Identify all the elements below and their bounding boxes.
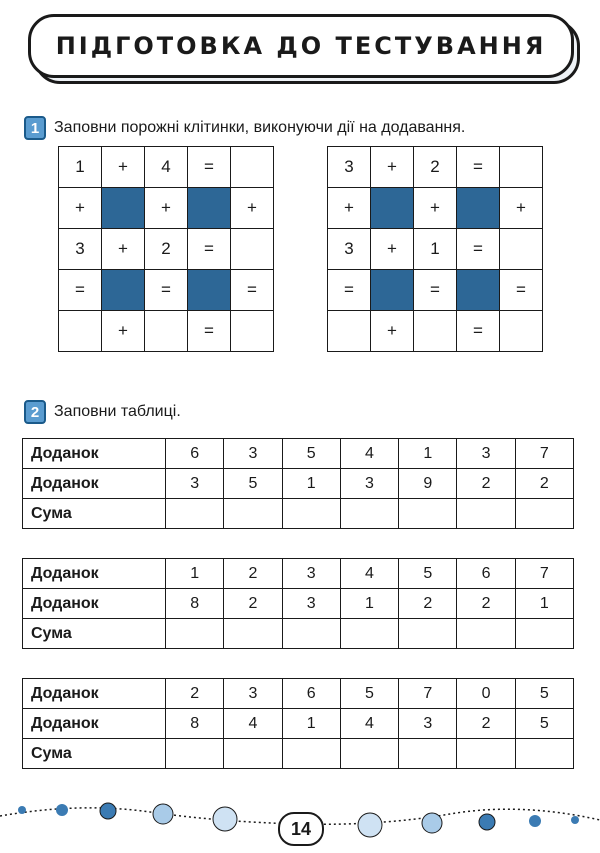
- sum-answer-cell[interactable]: [224, 619, 282, 649]
- grid-cell: =: [188, 311, 231, 352]
- answer-cell[interactable]: [500, 147, 543, 188]
- table-row: [23, 499, 574, 529]
- addend-cell: 3: [224, 439, 282, 469]
- table-row: [23, 709, 574, 739]
- bead: [100, 803, 116, 819]
- sum-answer-cell[interactable]: [166, 739, 224, 769]
- table-row: [23, 469, 574, 499]
- grid-cell: +: [371, 311, 414, 352]
- addend-cell: 3: [282, 559, 340, 589]
- sum-answer-cell[interactable]: [515, 739, 573, 769]
- addend-cell: 8: [166, 709, 224, 739]
- grid-cell: =: [188, 147, 231, 188]
- grid-cell: =: [457, 311, 500, 352]
- bead: [18, 806, 26, 814]
- addend-cell: 5: [515, 679, 573, 709]
- page-title: ПІДГОТОВКА ДО ТЕСТУВАННЯ: [55, 32, 547, 60]
- task-2-instruction: Заповни таблиці.: [54, 403, 181, 420]
- addend-cell: 5: [282, 439, 340, 469]
- shaded-cell: [371, 270, 414, 311]
- addend-cell: 7: [515, 559, 573, 589]
- grid-row: [328, 188, 543, 229]
- addend-cell: 3: [166, 469, 224, 499]
- addend-cell: 4: [340, 439, 398, 469]
- row-label: Доданок: [23, 709, 166, 739]
- sum-answer-cell[interactable]: [399, 499, 457, 529]
- grid-cell: +: [102, 147, 145, 188]
- sum-answer-cell[interactable]: [457, 739, 515, 769]
- row-label: Доданок: [23, 559, 166, 589]
- addend-cell: 5: [340, 679, 398, 709]
- answer-cell[interactable]: [145, 311, 188, 352]
- addend-cell: 1: [282, 709, 340, 739]
- grid-cell: =: [188, 229, 231, 270]
- addend-cell: 2: [457, 589, 515, 619]
- row-label: Доданок: [23, 439, 166, 469]
- sum-answer-cell[interactable]: [282, 619, 340, 649]
- grid-row: [59, 147, 274, 188]
- sum-answer-cell[interactable]: [166, 499, 224, 529]
- addend-cell: 4: [224, 709, 282, 739]
- sum-answer-cell[interactable]: [457, 619, 515, 649]
- addend-cell: 2: [457, 709, 515, 739]
- addend-cell: 8: [166, 589, 224, 619]
- grid-row: [328, 311, 543, 352]
- addend-cell: 3: [224, 679, 282, 709]
- grid-row: [59, 188, 274, 229]
- row-label: Сума: [23, 499, 166, 529]
- addend-cell: 9: [399, 469, 457, 499]
- sum-answer-cell[interactable]: [224, 499, 282, 529]
- answer-cell[interactable]: [231, 229, 274, 270]
- grid-row: [59, 270, 274, 311]
- grid-cell: +: [371, 229, 414, 270]
- addend-cell: 1: [515, 589, 573, 619]
- row-label: Доданок: [23, 679, 166, 709]
- grid-cell: =: [457, 147, 500, 188]
- bead: [479, 814, 495, 830]
- addend-cell: 5: [224, 469, 282, 499]
- bead: [571, 816, 579, 824]
- bead: [213, 807, 237, 831]
- grid-cell: 3: [59, 229, 102, 270]
- table-row: [23, 679, 574, 709]
- addend-cell: 2: [224, 589, 282, 619]
- task-2-heading: [24, 400, 181, 424]
- grid-row: [59, 229, 274, 270]
- bead: [153, 804, 173, 824]
- addend-cell: 2: [515, 469, 573, 499]
- addend-cell: 1: [166, 559, 224, 589]
- grid-cell: =: [500, 270, 543, 311]
- addend-cell: 4: [340, 709, 398, 739]
- bead: [422, 813, 442, 833]
- task-number-badge: 2: [24, 400, 46, 424]
- sum-answer-cell[interactable]: [399, 619, 457, 649]
- grid-row: [59, 311, 274, 352]
- task-number-badge: 1: [24, 116, 46, 140]
- shaded-cell: [457, 270, 500, 311]
- answer-cell[interactable]: [414, 311, 457, 352]
- grid-cell: +: [59, 188, 102, 229]
- grid-cell: 3: [328, 147, 371, 188]
- title-banner: [28, 14, 574, 78]
- bead: [358, 813, 382, 837]
- addend-cell: 2: [166, 679, 224, 709]
- grid-cell: 3: [328, 229, 371, 270]
- table-row: [23, 589, 574, 619]
- addend-cell: 1: [399, 439, 457, 469]
- shaded-cell: [371, 188, 414, 229]
- addend-cell: 5: [399, 559, 457, 589]
- table-row: [23, 559, 574, 589]
- shaded-cell: [102, 270, 145, 311]
- sum-answer-cell[interactable]: [224, 739, 282, 769]
- addend-cell: 1: [282, 469, 340, 499]
- addend-cell: 6: [166, 439, 224, 469]
- grid-cell: 1: [59, 147, 102, 188]
- table-row: [23, 619, 574, 649]
- grid-cell: +: [231, 188, 274, 229]
- grid-cell: 4: [145, 147, 188, 188]
- sum-table-3: [22, 678, 574, 769]
- addend-cell: 3: [457, 439, 515, 469]
- grid-cell: 2: [145, 229, 188, 270]
- addend-cell: 7: [399, 679, 457, 709]
- grid-row: [328, 229, 543, 270]
- sum-answer-cell[interactable]: [457, 499, 515, 529]
- shaded-cell: [102, 188, 145, 229]
- answer-cell[interactable]: [231, 147, 274, 188]
- answer-cell[interactable]: [500, 229, 543, 270]
- answer-cell[interactable]: [59, 311, 102, 352]
- sum-answer-cell[interactable]: [515, 619, 573, 649]
- grid-cell: +: [414, 188, 457, 229]
- task-1-instruction: Заповни порожні клітинки, виконуючи дії на додавання.: [54, 119, 466, 136]
- grid-cell: =: [457, 229, 500, 270]
- row-label: Сума: [23, 739, 166, 769]
- sum-answer-cell[interactable]: [515, 499, 573, 529]
- addend-cell: 6: [457, 559, 515, 589]
- sum-table-2: [22, 558, 574, 649]
- row-label: Доданок: [23, 589, 166, 619]
- grid-cell: 1: [414, 229, 457, 270]
- addend-cell: 5: [515, 709, 573, 739]
- addend-cell: 1: [340, 589, 398, 619]
- banner-frame: [28, 14, 574, 78]
- grid-row: [328, 270, 543, 311]
- sum-answer-cell[interactable]: [340, 499, 398, 529]
- row-label: Сума: [23, 619, 166, 649]
- grid-cell: +: [102, 229, 145, 270]
- grid-cell: +: [371, 147, 414, 188]
- addition-grid-left: [58, 146, 274, 352]
- shaded-cell: [457, 188, 500, 229]
- grid-cell: =: [145, 270, 188, 311]
- sum-answer-cell[interactable]: [340, 739, 398, 769]
- grid-cell: +: [500, 188, 543, 229]
- addend-cell: 2: [457, 469, 515, 499]
- grid-cell: +: [102, 311, 145, 352]
- page-number: 14: [278, 812, 324, 846]
- sum-table-1: [22, 438, 574, 529]
- grid-row: [328, 147, 543, 188]
- addend-cell: 2: [399, 589, 457, 619]
- addition-grid-right: [327, 146, 543, 352]
- grid-cell: =: [414, 270, 457, 311]
- addend-cell: 7: [515, 439, 573, 469]
- table-row: [23, 439, 574, 469]
- addend-cell: 3: [399, 709, 457, 739]
- grid-cell: =: [231, 270, 274, 311]
- grid-cell: +: [328, 188, 371, 229]
- shaded-cell: [188, 270, 231, 311]
- addend-cell: 3: [282, 589, 340, 619]
- addend-cell: 4: [340, 559, 398, 589]
- grid-cell: =: [328, 270, 371, 311]
- addend-cell: 6: [282, 679, 340, 709]
- answer-cell[interactable]: [328, 311, 371, 352]
- addend-cell: 0: [457, 679, 515, 709]
- task-1-heading: [24, 116, 465, 140]
- bead: [529, 815, 541, 827]
- answer-cell[interactable]: [500, 311, 543, 352]
- grid-cell: 2: [414, 147, 457, 188]
- addend-cell: 2: [224, 559, 282, 589]
- addend-cell: 3: [340, 469, 398, 499]
- sum-answer-cell[interactable]: [282, 499, 340, 529]
- sum-answer-cell[interactable]: [340, 619, 398, 649]
- grid-cell: +: [145, 188, 188, 229]
- sum-answer-cell[interactable]: [282, 739, 340, 769]
- answer-cell[interactable]: [231, 311, 274, 352]
- grid-cell: =: [59, 270, 102, 311]
- sum-answer-cell[interactable]: [166, 619, 224, 649]
- row-label: Доданок: [23, 469, 166, 499]
- bead: [56, 804, 68, 816]
- table-row: [23, 739, 574, 769]
- sum-answer-cell[interactable]: [399, 739, 457, 769]
- shaded-cell: [188, 188, 231, 229]
